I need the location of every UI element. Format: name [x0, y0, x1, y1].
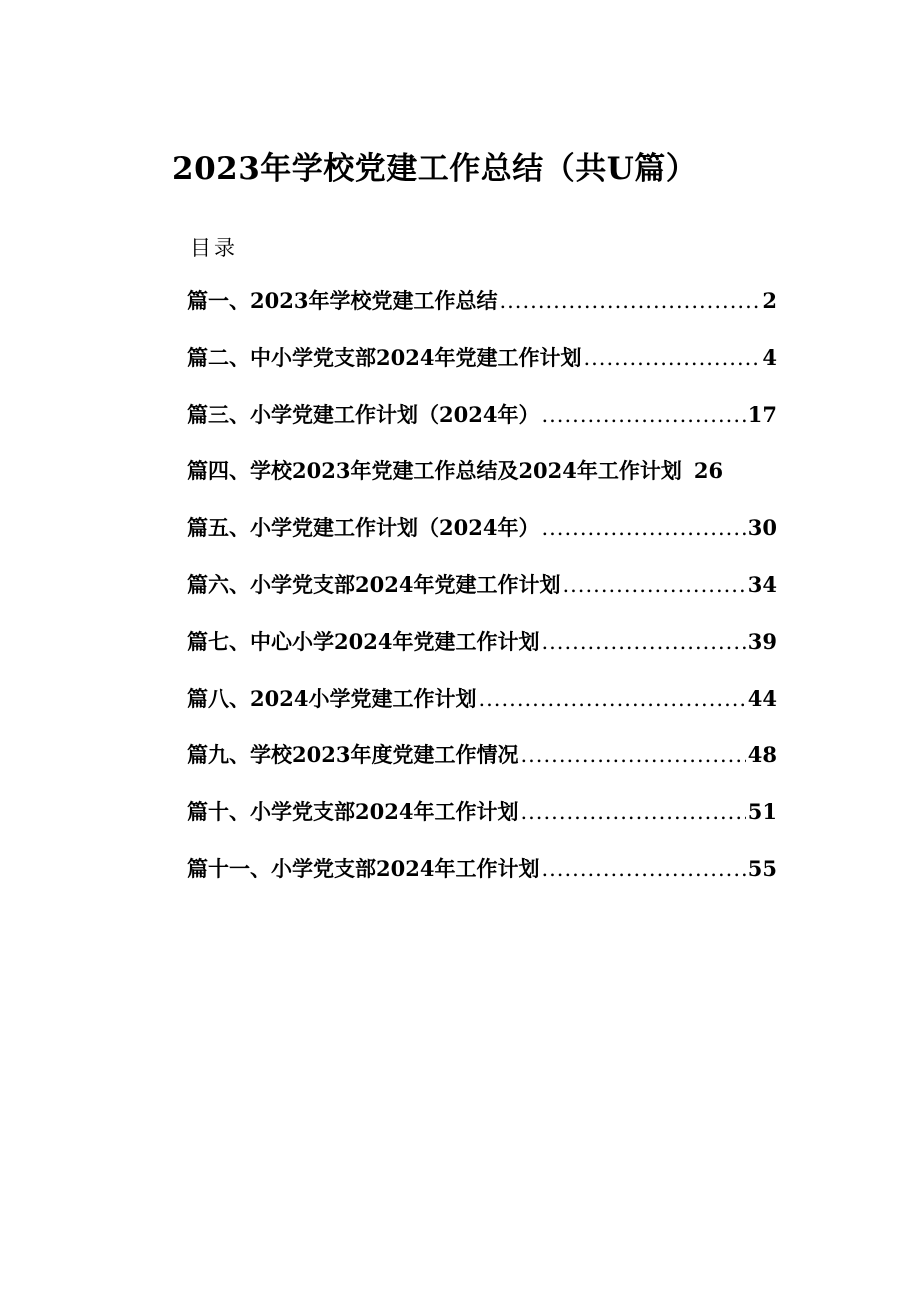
toc-dot-leader [541, 512, 745, 544]
toc-dot-leader [541, 626, 745, 658]
toc-entry[interactable] [187, 796, 777, 853]
toc-entry-title: 篇五、小学党建工作计划（2024年） [187, 515, 540, 541]
table-of-contents [187, 285, 777, 910]
toc-page-number: 2 [762, 288, 777, 313]
toc-entry[interactable] [187, 285, 777, 342]
toc-entry[interactable] [187, 569, 777, 626]
toc-entry[interactable] [187, 739, 777, 796]
toc-page-number: 55 [747, 855, 777, 881]
toc-entry-title: 篇六、小学党支部2024年党建工作计划 [187, 571, 561, 597]
toc-dot-leader [499, 285, 760, 317]
toc-page-number: 26 [693, 458, 724, 484]
toc-dot-leader [520, 796, 745, 828]
toc-entry-title: 篇八、2024小学党建工作计划 [187, 685, 477, 711]
toc-entry[interactable] [187, 342, 777, 399]
toc-entry-title: 篇四、学校2023年党建工作总结及2024年工作计划 [187, 458, 682, 484]
toc-page-number: 44 [747, 685, 777, 711]
toc-page-number: 34 [747, 571, 777, 597]
toc-dot-leader [520, 739, 745, 771]
toc-entry[interactable] [187, 683, 777, 740]
toc-page-number: 48 [747, 742, 777, 768]
toc-entry-title: 篇二、中小学党支部2024年党建工作计划 [187, 344, 582, 370]
toc-dot-leader [541, 399, 745, 431]
toc-entry[interactable] [187, 512, 777, 569]
toc-heading: 目录 [190, 236, 238, 260]
toc-entry[interactable] [187, 853, 777, 910]
toc-entry-title: 篇九、学校2023年度党建工作情况 [187, 742, 519, 768]
toc-dot-leader [562, 569, 745, 601]
toc-entry-title: 篇十一、小学党支部2024年工作计划 [187, 855, 540, 881]
toc-entry[interactable] [187, 626, 777, 683]
toc-entry[interactable] [187, 399, 777, 456]
toc-page-number: 39 [747, 628, 777, 654]
toc-entry-title: 篇七、中心小学2024年党建工作计划 [187, 628, 540, 654]
toc-page-number: 4 [762, 344, 777, 370]
toc-dot-leader [478, 683, 745, 715]
toc-dot-leader [541, 853, 745, 885]
toc-entry-title: 篇十、小学党支部2024年工作计划 [187, 799, 519, 825]
toc-page-number: 30 [747, 515, 777, 541]
toc-entry-title: 篇三、小学党建工作计划（2024年） [187, 401, 540, 427]
page-title: 2023年学校党建工作总结（共U篇） [172, 151, 698, 187]
toc-dot-leader [583, 342, 760, 374]
toc-page-number: 17 [747, 401, 777, 427]
toc-page-number: 51 [747, 799, 777, 825]
toc-entry-title: 篇一、2023年学校党建工作总结 [187, 288, 498, 313]
toc-entry[interactable] [187, 455, 777, 512]
